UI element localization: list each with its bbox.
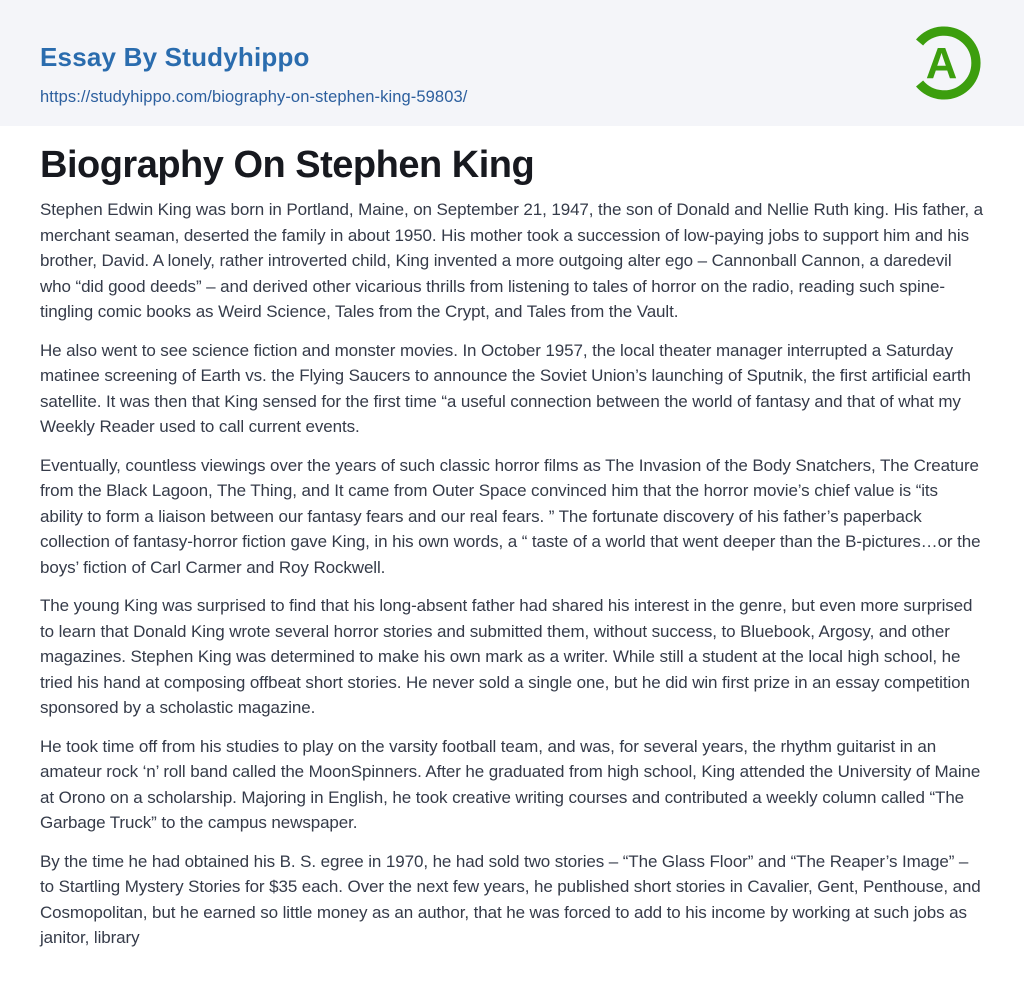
article-paragraph: By the time he had obtained his B. S. egree in 1970, he had sold two stories – “The Glass Floor” and “The Reaper’s Image” – to Startling Mystery Stories for $35 each. Over the next few years, he published short stories in Cavalier, Gent, Penthouse, and Cosmopolitan, but he earned so little money as an author, that he was forced to add to his income by working at such jobs as janitor, library	[40, 851, 981, 947]
article-paragraph: Stephen Edwin King was born in Portland, Maine, on September 21, 1947, the son of Donald and Nellie Ruth king. His father, a merchant seaman, deserted the family in about 1950. His mother took a succession of low-paying jobs to support him and his brother, David. A lonely, rather introverted child, King invented a more outgoing alter ego – Cannonball Cannon, a daredevil who “did good deeds” – and derived other vicarious thrills from listening to tales of horror on the radio, reading such spine-tingling comic books as Weird Science, Tales from the Crypt, and Tales from the Vault.	[40, 200, 984, 321]
page-url-link[interactable]: https://studyhippo.com/biography-on-stephen-king-59803/	[40, 88, 468, 106]
logo-letter: A	[925, 39, 958, 89]
studyhippo-logo-icon	[902, 21, 986, 105]
site-label: Essay By Studyhippo	[40, 42, 310, 72]
article-paragraph: He also went to see science fiction and monster movies. In October 1957, the local theater manager interrupted a Saturday matinee screening of Earth vs. the Flying Saucers to announce the Soviet Union’s launching of Sputnik, the first artificial earth satellite. It was then that King sensed for the first time “a useful connection between the world of fantasy and that of what my Weekly Reader used to call current events.	[40, 340, 971, 436]
article-paragraph: Eventually, countless viewings over the years of such classic horror films as The Invasion of the Body Snatchers, The Creature from the Black Lagoon, The Thing, and It came from Outer Space convinced him that the horror movie’s chief value is “its ability to form a liaison between our fantasy fears and our real fears. ” The fortunate discovery of his father’s paperback collection of fantasy-horror fiction gave King, in his own words, a “ taste of a world that went deeper than the B-pictures…or the boys’ fiction of Carl Carmer and Roy Rockwell.	[40, 455, 981, 577]
page-header	[0, 0, 1024, 126]
studyhippo-logo[interactable]	[902, 21, 986, 105]
article-paragraph: The young King was surprised to find that his long-absent father had shared his interest in the genre, but even more surprised to learn that Donald King wrote several horror stories and submitted them, without success, to Bluebook, Argosy, and other magazines. Stephen King was determined to make his own mark as a writer. While still a student at the local high school, he tried his hand at composing offbeat short stories. He never sold a single one, but he did win first prize in an essay competition sponsored by a scholastic magazine.	[40, 596, 973, 717]
article-body	[40, 197, 984, 951]
article-paragraph: He took time off from his studies to play on the varsity football team, and was, for several years, the rhythm guitarist in an amateur rock ‘n’ roll band called the MoonSpinners. After he graduated from high school, King attended the University of Maine at Orono on a scholarship. Majoring in English, he took creative writing courses and contributed a weekly column called “The Garbage Truck” to the campus newspaper.	[40, 736, 981, 832]
article-container	[0, 126, 1024, 951]
article-title: Biography On Stephen King	[40, 144, 535, 186]
